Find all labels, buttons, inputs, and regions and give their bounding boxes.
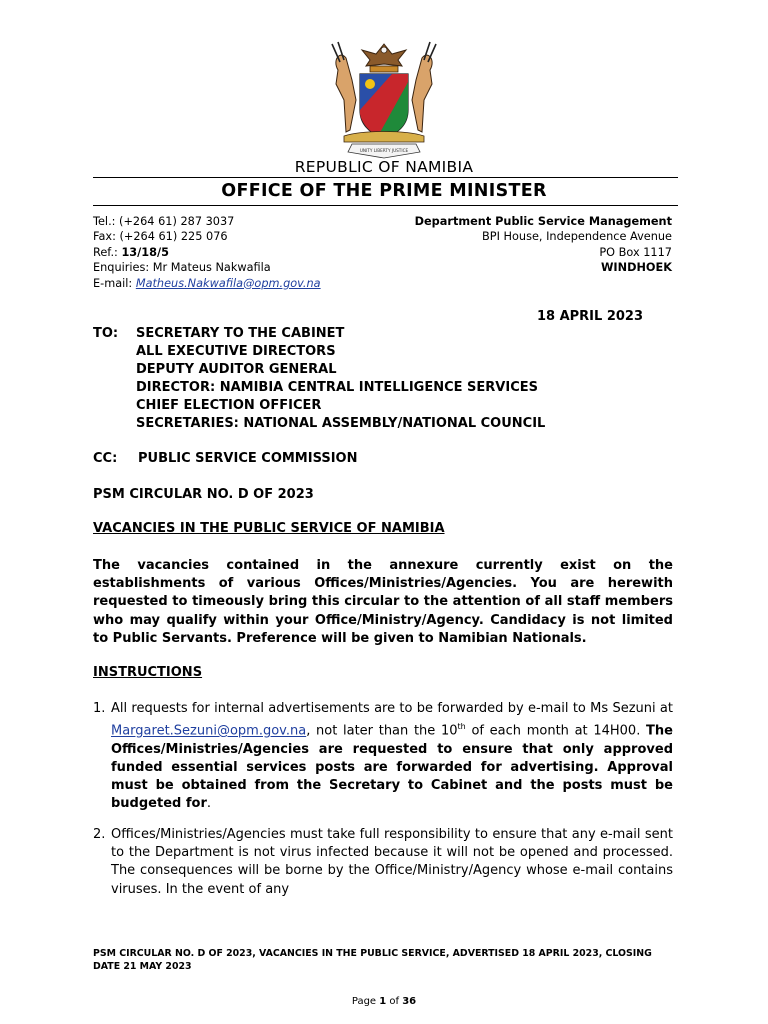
intro-paragraph: The vacancies contained in the annexure currently exist on the establishments of various Offices/Ministries/Agencies. You are herewith requested to timeously bring this circular to the attention of all staff members who may qualify within your Office/Ministry/Agency. Candidacy is not limited to Public Servants. Preference will be given to Namibian Nationals. <box>93 558 673 646</box>
recipient-item: SECRETARIES: NATIONAL ASSEMBLY/NATIONAL COUNCIL <box>136 416 546 431</box>
republic-heading: REPUBLIC OF NAMIBIA <box>294 158 474 176</box>
subject-heading: VACANCIES IN THE PUBLIC SERVICE OF NAMIBIA <box>93 521 445 536</box>
house-address: BPI House, Independence Avenue <box>482 230 672 244</box>
email-label: E-mail: <box>93 276 136 290</box>
circular-number: PSM CIRCULAR NO. D OF 2023 <box>93 487 314 502</box>
enquiries-line <box>93 260 321 275</box>
department-name: Department Public Service Management <box>414 215 672 228</box>
page-current: 1 <box>379 996 387 1007</box>
letter-date: 18 APRIL 2023 <box>536 309 643 324</box>
ref-value: 13/18/5 <box>121 245 169 259</box>
city: WINDHOEK <box>600 261 672 275</box>
contact-email-link[interactable]: Matheus.Nakwafila@opm.gov.na <box>135 276 321 290</box>
svg-text:UNITY LIBERTY JUSTICE: UNITY LIBERTY JUSTICE <box>359 148 409 153</box>
recipient-item: ALL EXECUTIVE DIRECTORS <box>136 344 336 359</box>
recipient-list <box>136 325 545 433</box>
cc-value: PUBLIC SERVICE COMMISSION <box>138 451 358 466</box>
item-number: 2. <box>93 827 106 842</box>
item-text: Offices/Ministries/Agencies must take full responsibility to ensure that any e-mail sent to the Department is not virus infected because it will not be opened and processed. The consequences will be borne by the Office/Ministry/Agency whose e-mail contains viruses. In the event of any <box>111 827 673 897</box>
contact-details-left <box>93 214 321 291</box>
to-label: TO: <box>93 326 119 341</box>
email-line <box>93 276 321 291</box>
contact-details-right <box>415 214 672 276</box>
left-oryx <box>336 55 356 132</box>
recipient-item: SECRETARY TO THE CABINET <box>136 326 345 341</box>
ref-line <box>93 245 321 260</box>
item-number: 1. <box>93 701 106 716</box>
cc-line <box>93 451 358 466</box>
recipient-item: DEPUTY AUDITOR GENERAL <box>136 362 337 377</box>
enquiries-label: Enquiries: <box>93 261 153 275</box>
cc-label: CC: <box>93 451 118 466</box>
sun-icon <box>365 79 375 89</box>
recipient-item: DIRECTOR: NAMIBIA CENTRAL INTELLIGENCE SERVICES <box>136 380 538 395</box>
recipient-item: CHIEF ELECTION OFFICER <box>136 398 322 413</box>
item1-superscript: th <box>457 722 466 732</box>
instruction-item-1 <box>93 700 673 814</box>
to-block <box>93 325 545 433</box>
item1-bold-text: The Offices/Ministries/Agencies are requested to ensure that only approved funded essential services posts are forwarded for advertising. Approval must be obtained from the Secretary to Cabinet and the posts must be budgeted for <box>111 723 673 812</box>
fax-line: Fax: (+264 61) 225 076 <box>93 230 228 244</box>
item1-text-end: . <box>206 796 211 812</box>
header-rule-top <box>93 177 678 178</box>
tel-line: Tel.: (+264 61) 287 3037 <box>93 215 235 228</box>
office-heading: OFFICE OF THE PRIME MINISTER <box>221 181 547 201</box>
page-number <box>0 996 768 1007</box>
item1-text-part2: , not later than the 10 <box>306 723 458 739</box>
page-of: of <box>386 996 403 1007</box>
page-prefix: Page <box>351 996 380 1007</box>
ref-label: Ref.: <box>93 245 122 259</box>
item1-text-part3: of each month at 14H00. <box>465 723 647 739</box>
po-box: PO Box 1117 <box>599 245 672 259</box>
page-total: 36 <box>402 996 417 1007</box>
header-rule-bottom <box>93 205 678 206</box>
enquiries-name: Mr Mateus Nakwafila <box>152 261 271 275</box>
sezuni-email-link[interactable]: Margaret.Sezuni@opm.gov.na <box>111 723 307 739</box>
coat-of-arms-emblem <box>326 40 442 162</box>
instruction-item-2 <box>93 826 673 899</box>
instructions-heading: INSTRUCTIONS <box>93 665 203 680</box>
footer-note: PSM CIRCULAR NO. D OF 2023, VACANCIES IN THE PUBLIC SERVICE, ADVERTISED 18 APRIL 2023, CLOSING DATE 21 MAY 2023 <box>93 948 652 972</box>
item-text <box>111 700 673 814</box>
item1-text-part1: All requests for internal advertisements are to be forwarded by e-mail to Ms Sezuni at <box>111 701 673 716</box>
right-oryx <box>412 55 432 132</box>
